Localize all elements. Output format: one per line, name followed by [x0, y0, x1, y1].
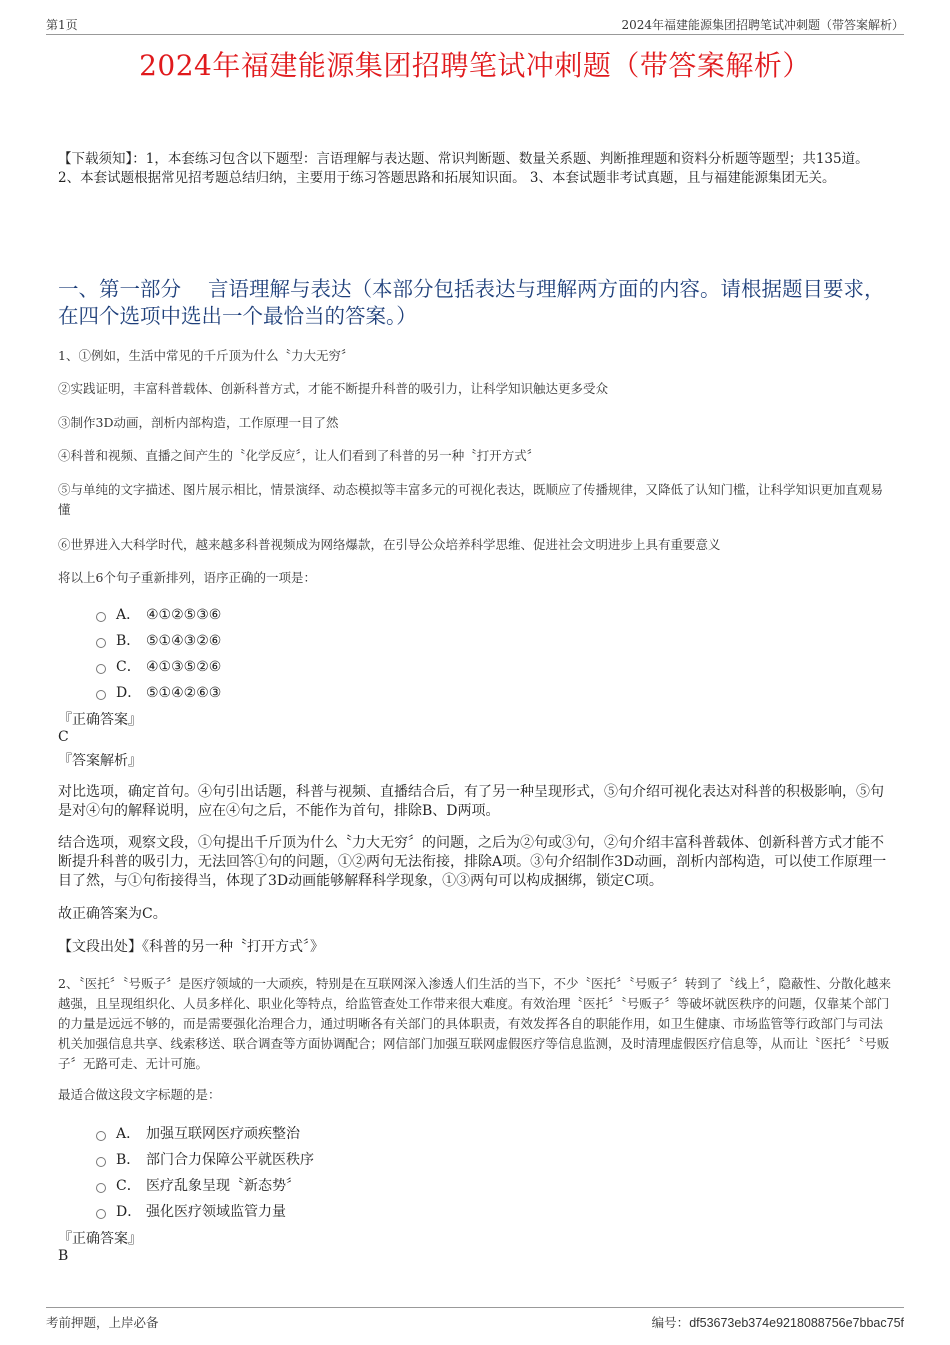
q1-answer: C: [58, 729, 69, 745]
page-header: [46, 14, 904, 35]
q2-option-b[interactable]: B． 部门合力保障公平就医秩序: [96, 1149, 314, 1169]
q1-line: ⑤与单纯的文字描述、图片展示相比，情景演绎、动态模拟等丰富多元的可视化表达，既顺应了传播规律，又降低了认知门槛，让科学知识更加直观易懂: [58, 482, 884, 517]
document-title: 2024年福建能源集团招聘笔试冲刺题（带答案解析）: [139, 49, 811, 82]
q1-analysis-paragraph: 对比选项，确定首句。④句引出话题，科普与视频、直播结合后，有了另一种呈现形式，⑤句介绍可视化表达对科普的积极影响，⑤句是对④句的解释说明，应在④句之后，不能作为首句，排除B、D两项。: [58, 784, 884, 819]
radio-icon[interactable]: [96, 1157, 106, 1167]
q1-option-c[interactable]: C． ④①③⑤②⑥: [96, 656, 221, 676]
q1-option-d[interactable]: D． ⑤①④②⑥③: [96, 682, 221, 702]
q1-option-a[interactable]: A． ④①②⑤③⑥: [96, 604, 221, 624]
q2-answer: B: [58, 1248, 69, 1264]
q1-line: ④科普和视频、直播之间产生的〝化学反应〞，让人们看到了科普的另一种〝打开方式〞: [58, 448, 540, 463]
q2-option-d[interactable]: D． 强化医疗领域监管力量: [96, 1201, 286, 1221]
download-notice: 【下载须知】：1，本套练习包含以下题型：言语理解与表达题、常识判断题、数量关系题、判断推理题和资料分析题等题型；共135道。 2、本套试题根据常见招考题总结归纳，主要用于练习答题思路和拓展知识面。 3、本套试题非考试真题，且与福建能源集团无关。: [58, 151, 869, 186]
q1-source: 【文段出处】《科普的另一种〝打开方式〞》: [58, 939, 324, 955]
q1-option-b[interactable]: B． ⑤①④③②⑥: [96, 630, 221, 650]
section-heading: 一、第一部分 言语理解与表达（本部分包括表达与理解两方面的内容。请根据题目要求，在四个选项中选出一个最恰当的答案。）: [58, 277, 885, 328]
q1-analysis-paragraph: 结合选项，观察文段，①句提出千斤顶为什么〝力大无穷〞的问题，之后为②句或③句，②句介绍丰富科普载体、创新科普方式才能不断提升科普的吸引力，无法回答①句的问题，①②两句无法衔接，排除A项。③句介绍制作3D动画，剖析内部构造，可以使工作原理一目了然，与①句衔接得当，体现了3D动画能够解释科学现象，①③两句可以构成捆绑，锁定C项。: [58, 835, 887, 889]
q1-analysis-label: 『答案解析』: [58, 753, 142, 769]
footer-divider: [46, 1307, 904, 1308]
radio-icon[interactable]: [96, 1183, 106, 1193]
radio-icon[interactable]: [96, 1131, 106, 1141]
page-number: 第1页: [46, 18, 78, 32]
q1-line: ⑥世界进入大科学时代，越来越多科普视频成为网络爆款，在引导公众培养科学思维、促进社会文明进步上具有重要意义: [58, 537, 721, 552]
q1-analysis-paragraph: 故正确答案为C。: [58, 906, 167, 922]
radio-icon[interactable]: [96, 638, 106, 648]
q2-text: 2、〝医托〞〝号贩子〞是医疗领域的一大顽疾，特别是在互联网深入渗透人们生活的当下，不少〝医托〞〝号贩子〞转到了〝线上〞，隐蔽性、分散化越来越强，且呈现组织化、人员多样化、职业化等特点，给监管查处工作带来很大难度。有效治理〝医托〞〝号贩子〞等破坏就医秩序的问题，仅靠某个部门的力量是远远不够的，而是需要强化治理合力，通过明晰各有关部门的具体职责，有效发挥各自的职能作用，如卫生健康、市场监管等行政部门与司法机关加强信息共享、线索移送、联合调查等方面协调配合；网信部门加强互联网虚假医疗等信息监测，及时清理虚假医疗信息等，从而让〝医托〞〝号贩子〞无路可走、无计可施。: [58, 976, 891, 1071]
q2-option-c[interactable]: C． 医疗乱象呈现〝新态势〞: [96, 1175, 300, 1195]
q2-prompt: 最适合做这段文字标题的是：: [58, 1087, 221, 1102]
q1-line: ②实践证明，丰富科普载体、创新科普方式，才能不断提升科普的吸引力，让科学知识触达更多受众: [58, 381, 609, 396]
q2-answer-label: 『正确答案』: [58, 1231, 142, 1247]
footer-code: [652, 1313, 904, 1331]
radio-icon[interactable]: [96, 664, 106, 674]
footer-code-label: 编号：: [651, 1315, 690, 1330]
q2-option-a[interactable]: A． 加强互联网医疗顽疾整治: [96, 1123, 300, 1143]
q1-prompt: 将以上6个句子重新排列，语序正确的一项是：: [58, 570, 316, 585]
radio-icon[interactable]: [96, 1209, 106, 1219]
q1-line: ③制作3D动画，剖析内部构造，工作原理一目了然: [58, 415, 339, 430]
q1-line: 1、①例如，生活中常见的千斤顶为什么〝力大无穷〞: [58, 348, 354, 363]
footer-slogan: 考前押题，上岸必备: [46, 1315, 159, 1330]
q1-answer-label: 『正确答案』: [58, 712, 142, 728]
radio-icon[interactable]: [96, 612, 106, 622]
footer-code-value: df53673eb374e9218088756e7bbac75f: [689, 1316, 904, 1330]
header-doc-title: 2024年福建能源集团招聘笔试冲刺题（带答案解析）: [621, 18, 904, 32]
radio-icon[interactable]: [96, 690, 106, 700]
